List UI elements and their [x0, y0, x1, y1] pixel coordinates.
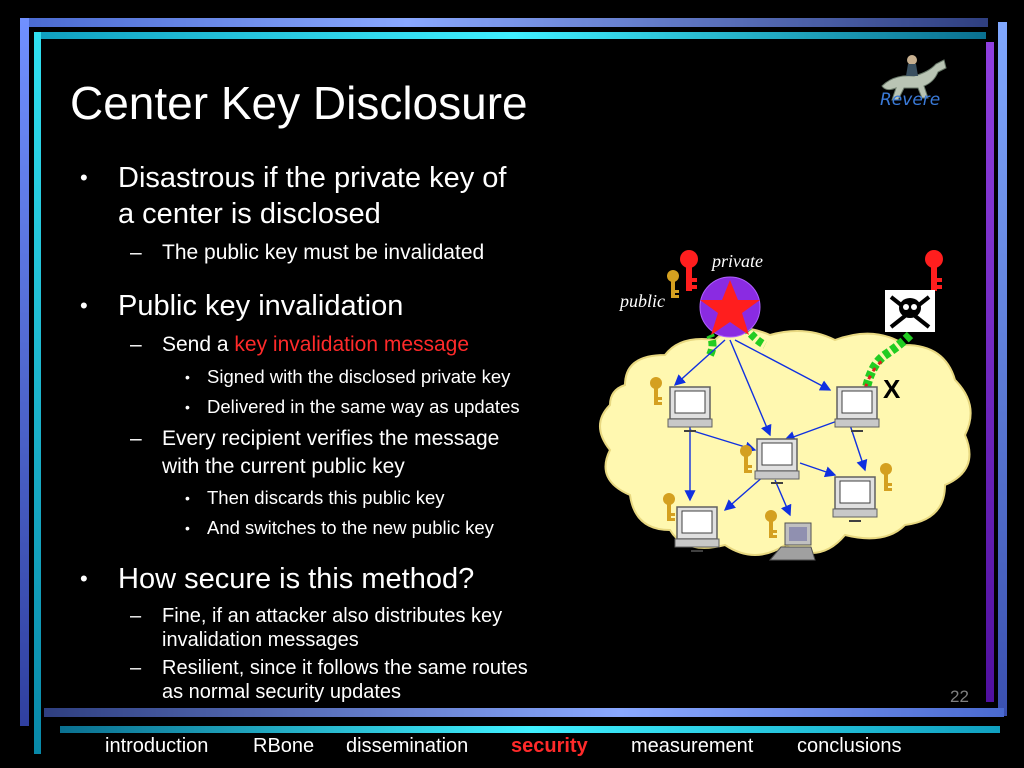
nav-conclusions[interactable]: conclusions [797, 735, 902, 757]
sub-bullet-text: The public key must be invalidated [162, 241, 485, 264]
top-bar-blue [20, 18, 988, 27]
sub-bullet-resilient-cont [162, 680, 401, 704]
x-mark: X [883, 374, 901, 404]
right-bar-blue [998, 22, 1007, 716]
nav-introduction[interactable]: introduction [105, 735, 209, 757]
sub-bullet-text-line2: invalidation messages [162, 629, 359, 651]
bullet-text: Public key invalidation [118, 290, 404, 322]
public-label: public [620, 291, 665, 311]
revere-logo-text: Revere [880, 90, 941, 110]
private-key-icon [925, 250, 943, 291]
computer-icon [833, 477, 877, 521]
subsub-bullet-signed: • Signed with the disclosed private key [185, 366, 511, 387]
right-bar-purple [986, 42, 994, 702]
subsub-bullet-text: Delivered in the same way as updates [207, 396, 520, 417]
bottom-bar-cyan [60, 726, 1000, 733]
slide-title: Center Key Disclosure [70, 77, 528, 129]
top-bar-cyan [40, 32, 986, 39]
computer-icon [675, 507, 719, 551]
subsub-bullet-text: Signed with the disclosed private key [207, 366, 511, 387]
sub-bullet-text-line2: as normal security updates [162, 681, 402, 703]
subsub-bullet-text: And switches to the new public key [207, 517, 494, 538]
bullet-dot: • [80, 293, 88, 318]
subsub-bullet-switches: • And switches to the new public key [185, 517, 494, 538]
bullet-text: How secure is this method? [118, 563, 475, 595]
sub-bullet-every-recipient: – Every recipient verifies the message [130, 427, 500, 450]
center-node [700, 277, 760, 337]
nav-dissemination[interactable]: dissemination [346, 735, 469, 757]
sub-bullet-fine-cont [162, 628, 359, 652]
bullet-text-line2: a center is disclosed [118, 198, 381, 230]
network-diagram [585, 245, 985, 595]
bottom-bar-blue [44, 708, 1004, 717]
computer-icon [835, 387, 879, 431]
highlight-key-invalidation-message: key invalidation message [234, 333, 470, 356]
subsub-bullet-discards: • Then discards this public key [185, 487, 445, 508]
computer-icon [755, 439, 799, 483]
sub-bullet-text-line1: Fine, if an attacker also distributes key [162, 605, 503, 627]
left-bar-blue [20, 18, 29, 726]
nav-rbone[interactable]: RBone [253, 735, 315, 757]
sub-bullet-text-line2: with the current public key [162, 455, 405, 478]
bullet-dot: • [80, 165, 88, 190]
sub-bullet-fine: – Fine, if an attacker also distributes key [130, 605, 503, 627]
subsub-bullet-delivered: • Delivered in the same way as updates [185, 396, 520, 417]
nav-security[interactable]: security [511, 735, 588, 757]
sub-bullet-every-recipient-cont [162, 454, 405, 480]
attacker-skull-icon [885, 290, 935, 332]
computer-icon [668, 387, 712, 431]
page-number: 22 [950, 687, 969, 706]
sub-bullet-prefix: Send a [162, 333, 235, 356]
sub-bullet-text-line1: Resilient, since it follows the same routes [162, 657, 528, 679]
bullet-dot: • [80, 566, 88, 591]
sub-bullet-public-key-invalidated: – The public key must be invalidated [130, 241, 485, 264]
sub-bullet-resilient: – Resilient, since it follows the same routes [130, 657, 528, 679]
private-key-icon [680, 250, 698, 291]
private-label: private [712, 251, 763, 271]
left-bar-cyan [34, 32, 41, 754]
sub-bullet-send-message: – Send a key invalidation message [130, 333, 470, 356]
subsub-bullet-text: Then discards this public key [207, 487, 445, 508]
nav-measurement[interactable]: measurement [631, 735, 754, 757]
bullet-text-line1: Disastrous if the private key of [118, 162, 507, 194]
sub-bullet-text-line1: Every recipient verifies the message [162, 427, 500, 450]
public-key-icon [667, 270, 679, 298]
